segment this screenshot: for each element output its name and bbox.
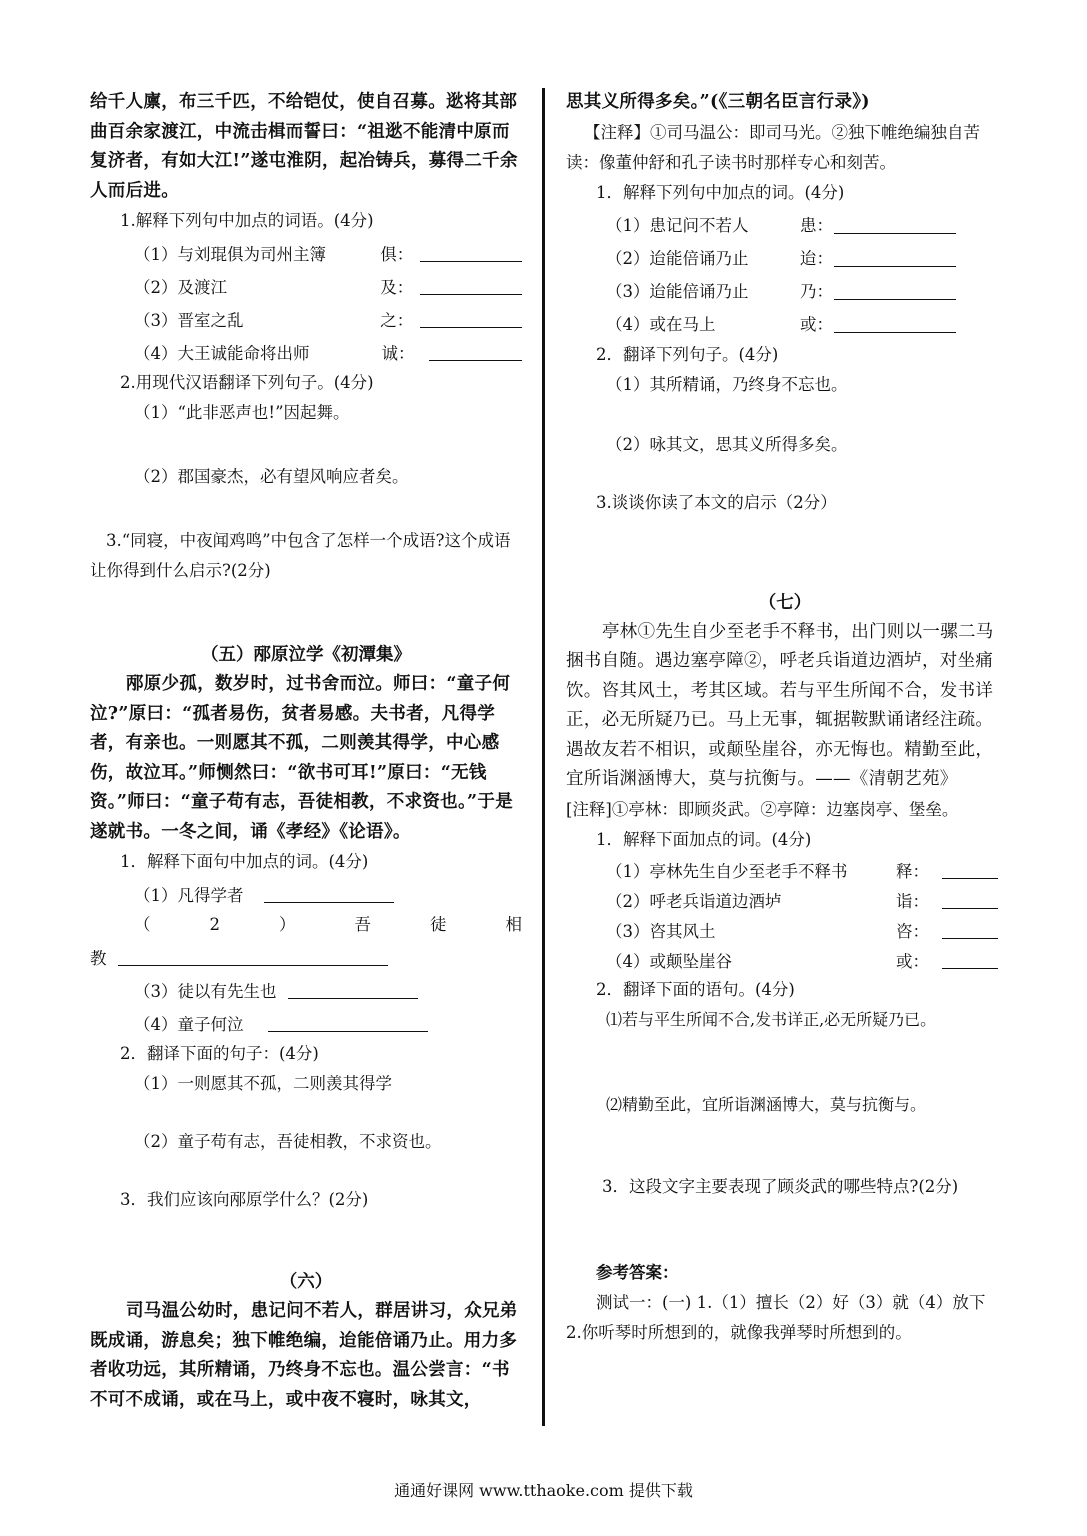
answer-text: 测试一：(一) 1.（1）擅长（2）好（3）就（4）放下 2.你听琴时所想到的，就像我弹琴时所想到的。 <box>566 1292 986 1342</box>
passage-4-text: 给千人廪，布三千匹，不给铠仗，使自召募。逖将其部曲百余家渡江，中流击楫而誓曰：“祖逖不能清中原而复济者，有如大江!”遂屯淮阴，起冶铸兵，募得二千余人而后进。 <box>90 92 518 201</box>
answer-blank[interactable] <box>420 243 522 262</box>
left-column <box>90 88 522 1415</box>
p5-question-2: 2．翻译下面的句子：(4分) <box>120 1044 319 1063</box>
p4-q1-item-1: （1）与刘琨俱为司州主簿 俱： <box>90 236 522 269</box>
p7-question-1: 1．解释下面加点的词。(4分) <box>596 829 812 849</box>
p7-q2-sentence-1: ⑴若与平生所闻不合,发书详正,必无所疑乃已。 <box>606 1009 937 1029</box>
p6-question-1: 1．解释下列句中加点的词。(4分) <box>596 182 845 202</box>
passage-5-text: 邴原少孤，数岁时，过书舍而泣。师曰：“童子何泣?”原曰：“孤者易伤，贫者易感。夫书者，凡得学者，有亲也。一则愿其不孤，二则羡其得学，中心感伤，故泣耳。”师恻然曰：“欲书可耳!”原曰：“无钱资。”师曰：“童子苟有志，吾徒相教，不求资也。”于是遂就书。一冬之间，诵《孝经》《论语》。 <box>90 674 513 842</box>
p5-q2-sentence-2: （2）童子苟有志，吾徒相教，不求资也。 <box>134 1132 442 1151</box>
p6-question-3: 3.谈谈你读了本文的启示（2分） <box>596 492 837 512</box>
passage-6-heading: （六） <box>279 1272 333 1292</box>
answer-blank[interactable] <box>834 281 956 300</box>
p5-q1-item-3: （3）徒以有先生也 <box>90 973 522 1006</box>
p6-question-2: 2．翻译下列句子。(4分) <box>596 344 779 364</box>
p7-q1-item-3: （3）咨其风土 咨： <box>566 915 1004 945</box>
column-divider <box>542 88 545 1426</box>
answer-blank[interactable] <box>268 1013 428 1032</box>
passage-6-text: 司马温公幼时，患记问不若人，群居讲习，众兄弟既成诵，游息矣；独下帷绝编，迨能倍诵乃止。用力多者收功远，其所精诵，乃终身不忘也。温公尝言：“书不可不成诵，或在马上，或中夜不寝时，咏其文， <box>90 1301 518 1410</box>
answer-blank[interactable] <box>942 860 998 879</box>
answer-heading: 参考答案： <box>596 1262 679 1282</box>
p5-q1-item-2-cont: 教 <box>90 940 522 973</box>
p7-question-3: 3．这段文字主要表现了顾炎武的哪些特点?(2分) <box>602 1176 959 1196</box>
answer-blank[interactable] <box>288 980 418 999</box>
p7-q1-item-4: （4）或颠坠崖谷 或： <box>566 945 1004 975</box>
p7-q1-item-2: （2）呼老兵诣道边酒垆 诣： <box>566 885 1004 915</box>
p6-q2-sentence-2: （2）咏其文，思其义所得多矣。 <box>606 434 848 454</box>
p5-question-3: 3．我们应该向邴原学什么？(2分) <box>120 1190 369 1209</box>
p4-q2-sentence-2: （2）郡国豪杰，必有望风响应者矣。 <box>134 467 409 486</box>
answer-blank[interactable] <box>264 884 394 903</box>
passage-7-text: 亭林①先生自少至老手不释书，出门则以一骡二马捆书自随。遇边塞亭障②，呼老兵诣道边酒垆，对坐痛饮。咨其风土，考其区域。若与平生所闻不合，发书详正，必无所疑乃已。马上无事，辄据鞍默诵诸经注疏。遇故友若不相识，或颠坠崖谷，亦无悔也。精勤至此，宜所诣渊涵博大，莫与抗衡与。——《清朝艺苑》 <box>566 621 994 789</box>
p6-note: 【注释】①司马温公：即司马光。②独下帷绝编独自苦读：像董仲舒和孔子读书时那样专心和刻苦。 <box>566 122 980 172</box>
p5-question-1: 1．解释下面句中加点的词。(4分) <box>120 852 369 871</box>
p5-q2-sentence-1: （1）一则愿其不孤，二则羡其得学 <box>134 1074 392 1093</box>
p4-q1-item-2: （2）及渡江 及： <box>90 269 522 302</box>
passage-6-continued: 思其义所得多矣。”(《三朝名臣言行录》) <box>566 92 870 112</box>
p5-q1-item-4: （4）童子何泣 <box>90 1006 522 1039</box>
p4-question-2: 2.用现代汉语翻译下列句子。(4分) <box>120 373 374 392</box>
passage-7-heading: （七） <box>758 592 812 613</box>
answer-blank[interactable] <box>420 309 522 328</box>
p6-q1-item-4: （4）或在马上 或： <box>566 307 1004 340</box>
p5-q1-item-1: （1）凡得学者 <box>90 877 522 910</box>
answer-blank[interactable] <box>834 248 956 267</box>
page-footer: 通通好课网 www.tthaoke.com 提供下载 <box>394 1481 693 1500</box>
answer-blank[interactable] <box>429 342 522 361</box>
p6-q1-item-1: （1）患记问不若人 患： <box>566 208 1004 241</box>
p4-q1-item-4: （4）大王诚能命将出师 诚： <box>90 335 522 368</box>
p4-question-3: 3.“同寝，中夜闻鸡鸣”中包含了怎样一个成语?这个成语让你得到什么启示?(2分) <box>90 531 511 580</box>
answer-blank[interactable] <box>420 276 522 295</box>
p7-note: [注释]①亭林：即顾炎武。②亭障：边塞岗亭、堡垒。 <box>566 799 959 819</box>
p5-q1-item-2: （ 2 ） 吾 徒 相 <box>134 915 522 934</box>
p6-q1-item-3: （3）迨能倍诵乃止 乃： <box>566 274 1004 307</box>
answer-blank[interactable] <box>834 215 956 234</box>
answer-blank[interactable] <box>942 950 998 969</box>
p4-q1-item-3: （3）晋室之乱 之： <box>90 302 522 335</box>
answer-blank[interactable] <box>942 920 998 939</box>
passage-5-heading: （五）邴原泣学《初潭集》 <box>201 645 411 665</box>
p7-q2-sentence-2: ⑵精勤至此，宜所诣渊涵博大，莫与抗衡与。 <box>606 1094 927 1114</box>
p6-q2-sentence-1: （1）其所精诵，乃终身不忘也。 <box>606 374 848 394</box>
p4-q2-sentence-1: （1）“此非恶声也!”因起舞。 <box>134 403 350 422</box>
p7-question-2: 2．翻译下面的语句。(4分) <box>596 979 795 999</box>
p6-q1-item-2: （2）迨能倍诵乃止 迨： <box>566 241 1004 274</box>
answer-blank[interactable] <box>834 314 956 333</box>
p4-question-1: 1.解释下列句中加点的词语。(4分) <box>120 211 374 230</box>
right-column <box>566 88 1004 1348</box>
answer-blank[interactable] <box>118 947 388 966</box>
answer-blank[interactable] <box>942 890 998 909</box>
p7-q1-item-1: （1）亭林先生自少至老手不释书 释： <box>566 855 1004 885</box>
